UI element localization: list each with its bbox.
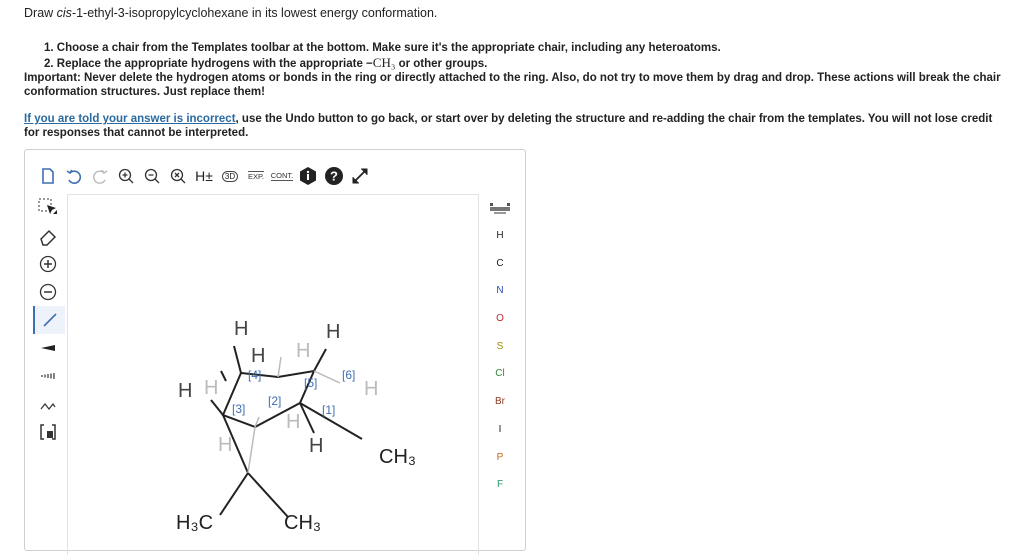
element-i[interactable]: I — [498, 423, 502, 435]
element-h[interactable]: H — [496, 230, 504, 242]
element-c[interactable]: C — [496, 257, 504, 269]
h3c-label-left: H₃C — [176, 512, 214, 534]
hydrogen-toggle-button[interactable] — [191, 164, 217, 188]
ch3-label-bottom: CH₃ — [284, 512, 322, 534]
element-palette — [480, 194, 520, 499]
help-icon[interactable] — [321, 164, 347, 188]
element-n[interactable]: N — [496, 285, 504, 297]
important-note: Important: Never delete the hydrogen atoms or bonds in the ring or directly attached to the ring. Also, do not try to move them by drag and drop. These actions will break the chair conformation structures. Just replace them! — [24, 72, 1001, 98]
question-suffix: -1-ethyl-3-isopropylcyclohexane in its lowest energy conformation. — [71, 6, 438, 20]
methyl-labels — [176, 446, 416, 534]
h-label-bottom: H — [309, 435, 324, 457]
left-toolbar — [33, 194, 63, 446]
select-tool-icon[interactable] — [33, 194, 63, 222]
undo-note-text: , use the Undo button to go back, or start over by deleting the structure and re-adding the chair from the templates. You will not lose credit for responses that cannot be interpreted. — [24, 113, 993, 139]
instruction-steps — [44, 41, 721, 71]
periodic-table-icon[interactable] — [480, 194, 520, 222]
zoom-in-icon[interactable] — [113, 164, 139, 188]
exp-label: EXP. — [247, 172, 265, 181]
step-2 — [44, 56, 721, 72]
h-label-top-right: H — [326, 321, 341, 343]
question-text — [24, 6, 437, 20]
h-hidden-center: H — [286, 411, 301, 433]
chain-tool-icon[interactable] — [33, 390, 63, 418]
drawing-canvas[interactable] — [67, 194, 479, 555]
element-p[interactable]: P — [496, 451, 504, 463]
top-toolbar — [35, 164, 373, 188]
ring-label-2: [2] — [268, 394, 282, 408]
chair-molecule — [68, 195, 478, 555]
h-label-left: H — [178, 380, 193, 402]
positive-charge-icon[interactable] — [33, 250, 63, 278]
bracket-tool-icon[interactable] — [33, 418, 63, 446]
h-hidden-lower: H — [218, 434, 233, 456]
3d-label: 3D — [222, 171, 238, 182]
undo-icon[interactable] — [61, 164, 87, 188]
step-2-formula: CH₃ — [372, 54, 396, 70]
ring-label-6: [6] — [342, 368, 356, 382]
h-hidden-top: H — [296, 340, 311, 362]
element-f[interactable]: F — [496, 479, 504, 491]
hash-bond-icon[interactable] — [33, 362, 63, 390]
svg-text:?: ? — [330, 168, 338, 184]
ring-label-3: [3] — [232, 402, 246, 416]
question-italic: cis — [56, 6, 72, 20]
chemical-editor — [24, 149, 526, 551]
expand-button[interactable] — [243, 164, 269, 188]
zoom-out-icon[interactable] — [139, 164, 165, 188]
ring-label-5: [5] — [304, 376, 318, 390]
redo-icon[interactable] — [87, 164, 113, 188]
step-2-before: 2. Replace the appropriate hydrogens with the appropriate − — [44, 57, 373, 70]
zoom-reset-icon[interactable] — [165, 164, 191, 188]
wedge-bond-icon[interactable] — [33, 334, 63, 362]
step-2-after: or other groups. — [395, 57, 488, 70]
cont-label: CONT. — [270, 171, 294, 180]
h-label-top-left: H — [234, 318, 249, 340]
h-hidden-right: H — [364, 378, 379, 400]
info-icon[interactable] — [295, 164, 321, 188]
step-1: 1. Choose a chair from the Templates toolbar at the bottom. Make sure it's the appropriate chair, including any heteroatoms. — [44, 42, 721, 54]
element-br[interactable]: Br — [495, 396, 505, 408]
new-document-icon[interactable] — [35, 164, 61, 188]
contract-button[interactable] — [269, 164, 295, 188]
element-o[interactable]: O — [496, 313, 504, 325]
ring-label-4: [4] — [248, 368, 262, 382]
h-hidden-left: H — [204, 377, 219, 399]
incorrect-answer-link[interactable]: If you are told your answer is incorrect — [24, 113, 236, 125]
hydrogen-toggle-label: H± — [195, 168, 213, 184]
fullscreen-icon[interactable] — [347, 164, 373, 188]
negative-charge-icon[interactable] — [33, 278, 63, 306]
ring-label-1: [1] — [322, 403, 336, 417]
eraser-icon[interactable] — [33, 222, 63, 250]
3d-view-button[interactable] — [217, 164, 243, 188]
element-s[interactable]: S — [496, 340, 504, 352]
element-cl[interactable]: Cl — [495, 368, 505, 380]
undo-note — [24, 112, 1009, 140]
ch3-label-right: CH₃ — [379, 446, 417, 468]
single-bond-tool-icon[interactable] — [33, 306, 65, 334]
question-prefix: Draw — [24, 6, 57, 20]
h-label-upper: H — [251, 345, 266, 367]
